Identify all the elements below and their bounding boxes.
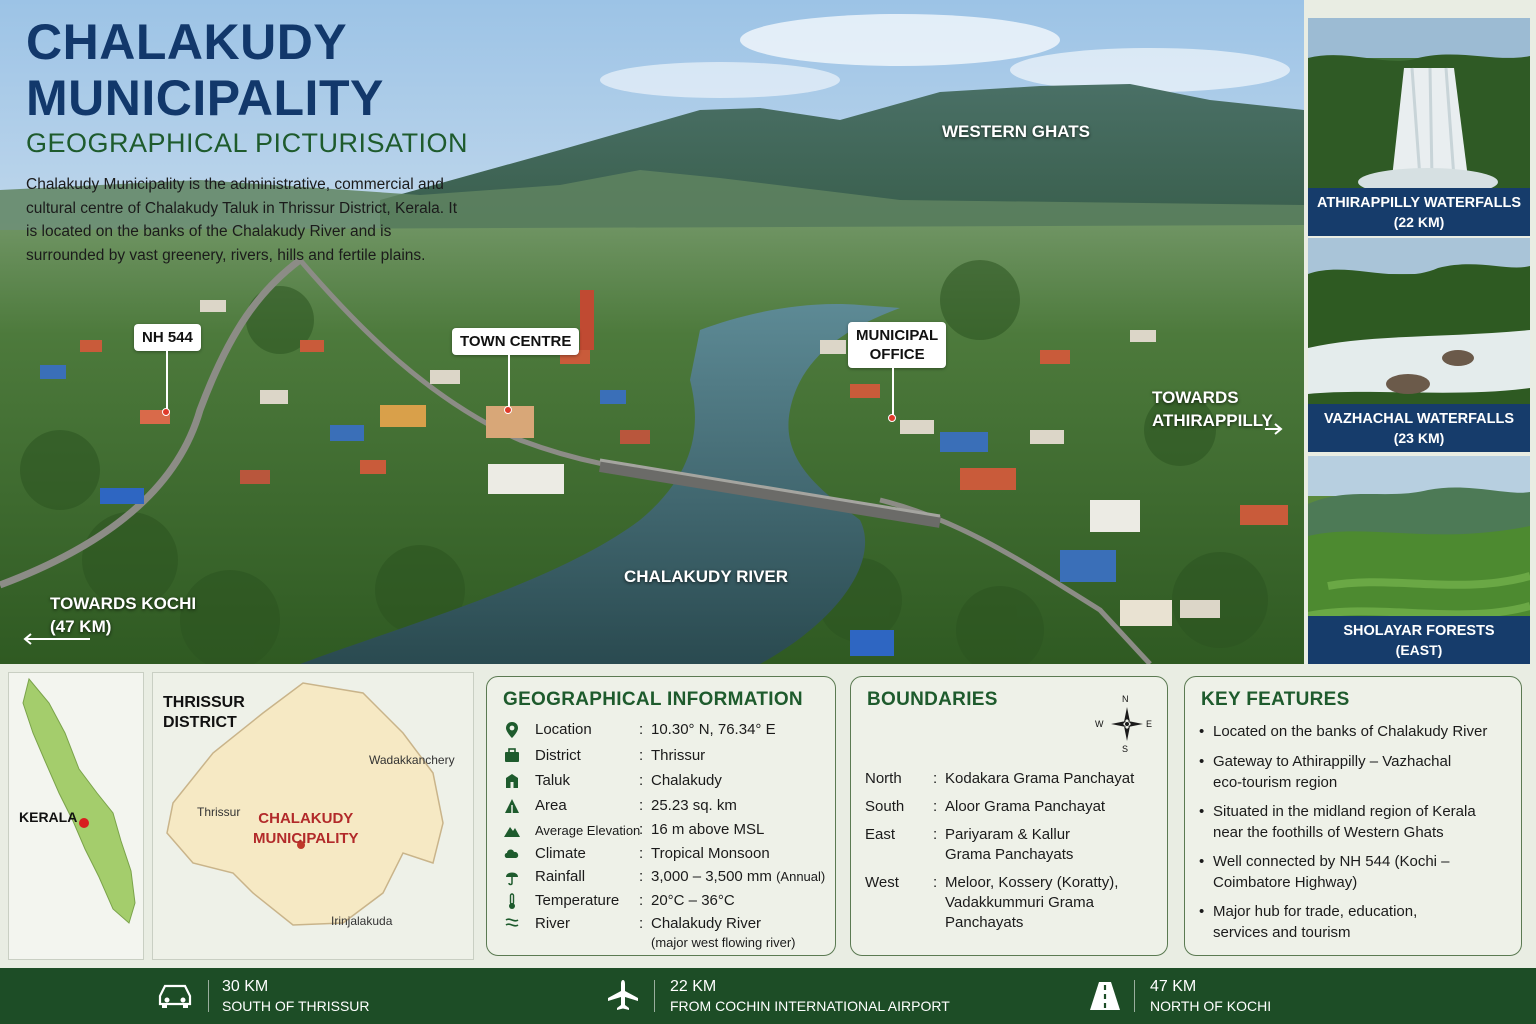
municipality-label-line1: CHALAKUDY bbox=[258, 810, 354, 827]
caption-athirappilly-title: ATHIRAPPILLY WATERFALLS bbox=[1316, 195, 1522, 211]
geo-key: Climate bbox=[535, 845, 586, 862]
footer-distance-kochi bbox=[1088, 968, 1348, 1024]
feature-text: Well connected by NH 544 (Kochi – Coimbatore Highway) bbox=[1213, 853, 1450, 891]
footer-separator bbox=[1134, 980, 1135, 1012]
geo-value: 25.23 sq. km bbox=[651, 797, 737, 814]
label-town-centre: TOWN CENTRE bbox=[452, 328, 579, 355]
boundary-value: Meloor, Kossery (Koratty), Vadakkummuri Grama Panchayats bbox=[945, 874, 1119, 931]
page-subtitle: GEOGRAPHICAL PICTURISATION bbox=[26, 128, 469, 158]
label-western-ghats: WESTERN GHATS bbox=[942, 122, 1090, 141]
town-thrissur: Thrissur bbox=[197, 805, 241, 819]
geo-key: Location bbox=[535, 721, 592, 738]
attractions-strip bbox=[1304, 0, 1536, 664]
town-wadakkanchery: Wadakkanchery bbox=[369, 753, 455, 767]
key-features-title: KEY FEATURES bbox=[1201, 689, 1350, 710]
pin-line-nh544 bbox=[166, 350, 168, 410]
district-label-line2: DISTRICT bbox=[163, 714, 237, 731]
mountain-icon bbox=[503, 821, 521, 839]
page-title: CHALAKUDY MUNICIPALITY bbox=[26, 14, 384, 126]
key-features-panel: KEY FEATURES • Located on the banks of Chalakudy River • Gateway to Athirappilly – Vazhachal eco-tourism region • Situated in the midland region of Kerala near the foothills of Western Ghats • Well connected by NH 544 (Kochi – Coimbatore Highway) • Major hub for trade, education, services and tourism bbox=[1184, 676, 1522, 956]
footer-distance-label: NORTH OF KOCHI bbox=[1150, 998, 1272, 1014]
boundary-key: South bbox=[865, 798, 905, 815]
caption-vazhachal bbox=[1308, 404, 1530, 452]
geo-value: Thrissur bbox=[651, 747, 706, 764]
geo-key: District bbox=[535, 747, 581, 764]
boundary-value: Kodakara Grama Panchayat bbox=[945, 770, 1135, 787]
river-icon bbox=[503, 915, 521, 933]
boundaries-panel: BOUNDARIES N S W E North : Kodakara Grama Panchayat South : Aloor Grama Panchayat East : Pariyaram & Kallur Grama Panchayats West : Meloor, Kossery (Koratty), Vadakkummuri Grama Panchayats bbox=[850, 676, 1168, 956]
geo-value: Chalakudy bbox=[651, 772, 722, 789]
footer-distance-value: 30 KM bbox=[222, 978, 269, 995]
caption-sholayar-title: SHOLAYAR FORESTS bbox=[1343, 623, 1495, 639]
boundary-key: North bbox=[865, 770, 902, 787]
river-note: (major west flowing river) bbox=[651, 935, 796, 950]
airplane-icon bbox=[606, 978, 640, 1012]
geo-key: Taluk bbox=[535, 772, 571, 789]
geo-key: River bbox=[535, 915, 571, 932]
geo-value: 20°C – 36°C bbox=[651, 892, 735, 909]
caption-athirappilly bbox=[1308, 188, 1530, 236]
info-section bbox=[0, 664, 1536, 968]
footer-distance-value: 47 KM bbox=[1150, 978, 1197, 995]
rainfall-unit: (Annual) bbox=[776, 869, 826, 884]
geo-value: 10.30° N, 76.34° E bbox=[651, 721, 776, 738]
footer-separator bbox=[654, 980, 655, 1012]
area-icon bbox=[503, 797, 521, 815]
label-municipal-office-line2: OFFICE bbox=[869, 346, 925, 363]
photo-sholayar bbox=[1308, 456, 1530, 664]
footer-distance-label: SOUTH OF THRISSUR bbox=[222, 998, 370, 1014]
caption-athirappilly-distance: (22 KM) bbox=[1393, 214, 1445, 230]
feature-text: Situated in the midland region of Kerala near the foothills of Western Ghats bbox=[1213, 803, 1476, 841]
footer-distance-value: 22 KM bbox=[670, 978, 717, 995]
municipality-label bbox=[253, 809, 359, 849]
geo-value: Tropical Monsoon bbox=[651, 845, 770, 862]
towards-athirappilly-line1: TOWARDS bbox=[1152, 388, 1239, 407]
thermometer-icon bbox=[503, 892, 521, 910]
arrow-right-icon bbox=[1264, 422, 1284, 436]
boundary-key: West bbox=[865, 874, 899, 891]
geo-info-title: GEOGRAPHICAL INFORMATION bbox=[503, 689, 803, 710]
building-icon bbox=[503, 772, 521, 790]
geo-key: Temperature bbox=[535, 892, 620, 909]
feature-text: Gateway to Athirappilly – Vazhachal eco-tourism region bbox=[1213, 753, 1452, 791]
rain-icon bbox=[503, 868, 521, 886]
car-icon bbox=[156, 980, 194, 1010]
boundary-value: Aloor Grama Panchayat bbox=[945, 798, 1106, 815]
arrow-left-icon bbox=[22, 632, 92, 646]
thrissur-district-map bbox=[152, 672, 474, 960]
photo-vazhachal bbox=[1308, 238, 1530, 452]
pin-dot-nh544 bbox=[162, 408, 170, 416]
footer-separator bbox=[208, 980, 209, 1012]
cloud-icon bbox=[503, 845, 521, 863]
label-chalakudy-river: CHALAKUDY RIVER bbox=[624, 567, 789, 586]
boundaries-title: BOUNDARIES bbox=[867, 689, 998, 710]
feature-text: Major hub for trade, education, services and tourism bbox=[1213, 903, 1418, 941]
towards-athirappilly-line2: ATHIRAPPILLY bbox=[1152, 411, 1273, 430]
label-towards-athirappilly bbox=[1152, 386, 1273, 432]
geo-info-panel: GEOGRAPHICAL INFORMATION Location : 10.30° N, 76.34° E District : Thrissur Taluk : Chalakudy Area : 25.23 sq. km Average Elevation : 16 m above MSL Climate : Tropical Monsoon Rainfall : 3,000 – 3,500 mm (Annual) Temperature : 20°C – 36°C River : Chalakudy River (major west flowing river) bbox=[486, 676, 836, 956]
intro-text: Chalakudy Municipality is the administrative, commercial and cultural centre of Chalakudy Taluk in Thrissur District, Kerala. It is located on the banks of the Chalakudy River and is surrounded by vast greenery, rivers, hills and fertile plains. bbox=[26, 176, 458, 264]
footer-distance-label: FROM COCHIN INTERNATIONAL AIRPORT bbox=[670, 998, 950, 1014]
district-label bbox=[163, 693, 245, 733]
footer-distance-thrissur bbox=[156, 968, 456, 1024]
location-pin-icon bbox=[503, 721, 521, 739]
kerala-label: KERALA bbox=[19, 809, 78, 825]
towards-kochi-line1: TOWARDS KOCHI bbox=[50, 594, 197, 613]
label-municipal-office bbox=[848, 322, 946, 368]
header bbox=[26, 14, 586, 267]
district-label-line1: THRISSUR bbox=[163, 694, 245, 711]
geo-key: Rainfall bbox=[535, 868, 586, 885]
feature-text: Located on the banks of Chalakudy River bbox=[1213, 723, 1488, 740]
label-nh544: NH 544 bbox=[134, 324, 201, 351]
boundary-key: East bbox=[865, 826, 896, 843]
geo-key: Area bbox=[535, 797, 567, 814]
pin-line-municipal-office bbox=[892, 368, 894, 416]
pin-dot-town-centre bbox=[504, 406, 512, 414]
municipality-label-line2: MUNICIPALITY bbox=[253, 830, 359, 847]
caption-sholayar-direction: (EAST) bbox=[1395, 642, 1443, 658]
compass-e: E bbox=[1146, 719, 1153, 729]
briefcase-icon bbox=[503, 747, 521, 765]
towards-kochi-line2: (47 KM) bbox=[50, 617, 112, 636]
footer-bar bbox=[0, 968, 1536, 1024]
pin-dot-municipal-office bbox=[888, 414, 896, 422]
caption-sholayar bbox=[1308, 616, 1530, 664]
caption-vazhachal-distance: (23 KM) bbox=[1393, 430, 1445, 446]
geo-value: Chalakudy River bbox=[651, 915, 762, 932]
caption-vazhachal-title: VAZHACHAL WATERFALLS bbox=[1323, 411, 1515, 427]
pin-line-town-centre bbox=[508, 354, 510, 408]
compass-n: N bbox=[1122, 694, 1129, 704]
compass-s: S bbox=[1122, 744, 1129, 754]
kerala-map bbox=[8, 672, 144, 960]
geo-value: 16 m above MSL bbox=[651, 821, 765, 838]
boundary-value: Pariyaram & Kallur Grama Panchayats bbox=[945, 826, 1074, 863]
compass-w: W bbox=[1095, 719, 1104, 729]
label-municipal-office-line1: MUNICIPAL bbox=[856, 327, 939, 344]
road-icon bbox=[1088, 980, 1122, 1012]
geo-value bbox=[651, 868, 825, 885]
rainfall-value: 3,000 – 3,500 mm bbox=[651, 868, 772, 885]
town-irinjalakuda: Irinjalakuda bbox=[331, 914, 393, 928]
footer-distance-airport bbox=[606, 968, 966, 1024]
photo-athirappilly bbox=[1308, 18, 1530, 236]
geo-key: Average Elevation bbox=[535, 823, 641, 838]
